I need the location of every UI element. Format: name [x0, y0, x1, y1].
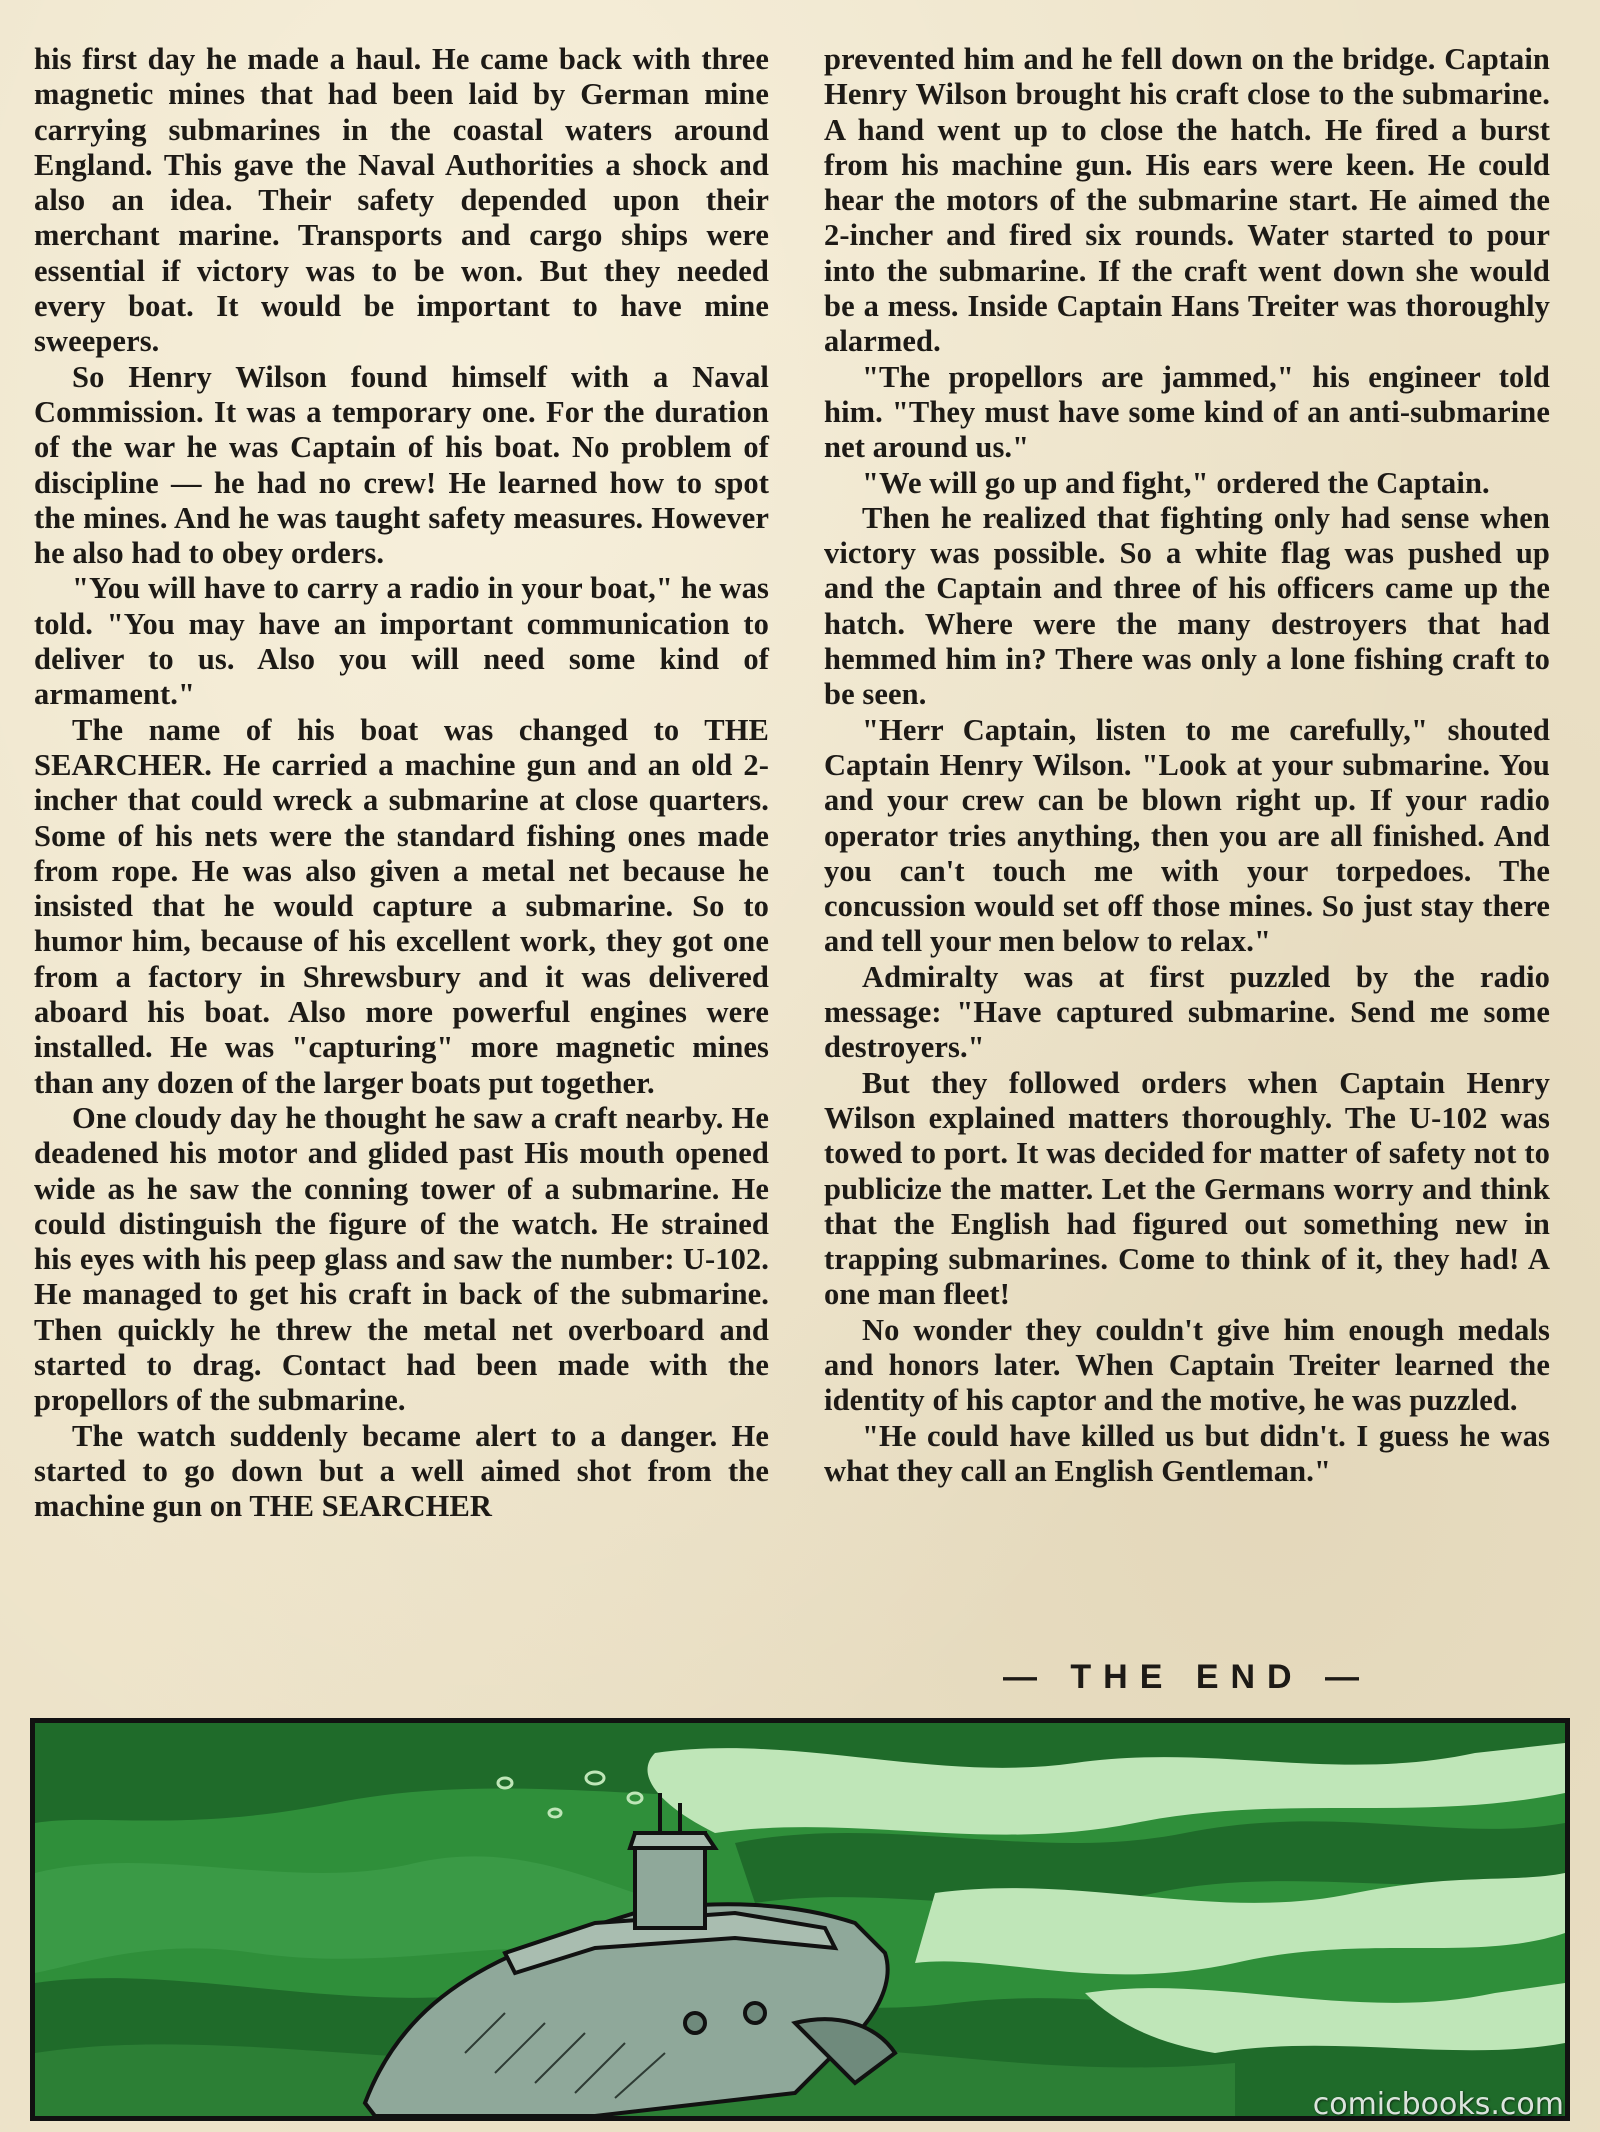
watermark: comicbooks.com [1312, 2087, 1564, 2122]
paragraph: "You will have to carry a radio in your boat," he was told. "You may have an important communication to deliver to us. Also you will need some kind of armament." [34, 571, 769, 712]
porthole [745, 2003, 765, 2023]
paragraph: But they followed orders when Captain Henry Wilson explained matters thoroughly. The U-102 was towed to port. It was decided for matter of safety not to publicize the matter. Let the Germans worry and think that the English had figured out something new in trapping submarines. Come to think of it, they had! A one man fleet! [824, 1065, 1550, 1312]
paragraph: The name of his boat was changed to THE SEARCHER. He carried a machine gun and an old 2-incher that could wreck a submarine at close quarters. Some of his nets were the standard fishing ones made from rope. He was also given a metal net because he insisted that he would capture a submarine. So to humor him, because of his excellent work, they got one from a factory in Shrewsbury and it was delivered aboard his boat. Also more powerful engines were installed. He was "capturing" more magnetic mines than any dozen of the larger boats put together. [34, 712, 769, 1100]
paragraph: One cloudy day he thought he saw a craft nearby. He deadened his motor and glided past His mouth opened wide as he saw the conning tower of a submarine. He could distinguish the figure of the watch. He strained his eyes with his peep glass and saw the number: U-102. He managed to get his craft in back of the submarine. Then quickly he threw the metal net overboard and started to drag. Contact had been made with the propellors of the submarine. [34, 1100, 769, 1418]
paragraph: Admiralty was at first puzzled by the radio message: "Have captured submarine. Send me some destroyers." [824, 959, 1550, 1065]
submarine-illustration [35, 1723, 1565, 2116]
paragraph: "We will go up and fight," ordered the Captain. [862, 465, 1490, 500]
the-end-marker: — THE END — [1002, 1658, 1372, 1696]
left-text-column [34, 42, 769, 1524]
paragraph: his first day he made a haul. He came back with three magnetic mines that had been laid by German mine carrying submarines in the coastal waters around England. This gave the Naval Authorities a shock and also an idea. Their safety depended upon their merchant marine. Transports and cargo ships were essential if victory was to be won. But they needed every boat. It would be important to have mine sweepers. [34, 42, 769, 359]
porthole [685, 2013, 705, 2033]
paragraph: prevented him and he fell down on the bridge. Captain Henry Wilson brought his craft close to the submarine. A hand went up to close the hatch. He fired a burst from his machine gun. His ears were keen. He could hear the motors of the submarine start. He aimed the 2-incher and fired six rounds. Water started to pour into the submarine. If the craft went down she would be a mess. Inside Captain Hans Treiter was thoroughly alarmed. [824, 42, 1550, 359]
right-text-column [824, 42, 1550, 1489]
paragraph: No wonder they couldn't give him enough medals and honors later. When Captain Treiter learned the identity of his captor and the motive, he was puzzled. [824, 1312, 1550, 1418]
paragraph: Then he realized that fighting only had sense when victory was possible. So a white flag was pushed up and the Captain and three of his officers came up the hatch. Where were the many destroyers that had hemmed him in? There was only a lone fishing craft to be seen. [824, 500, 1550, 712]
paragraph: "The propellors are jammed," his engineer told him. "They must have some kind of an anti-submarine net around us." [824, 359, 1550, 465]
paragraph: So Henry Wilson found himself with a Naval Commission. It was a temporary one. For the duration of the war he was Captain of his boat. No problem of discipline — he had no crew! He learned how to spot the mines. And he was taught safety measures. However he also had to obey orders. [34, 359, 769, 571]
conning-tower-top [630, 1833, 715, 1848]
paragraph: "Herr Captain, listen to me carefully," shouted Captain Henry Wilson. "Look at your submarine. You and your crew can be blown right up. If your radio operator tries anything, then you are all finished. And you can't touch me with your torpedoes. The concussion would set off those mines. So just stay there and tell your men below to relax." [824, 712, 1550, 959]
paragraph: "He could have killed us but didn't. I guess he was what they call an English Gentleman." [824, 1418, 1550, 1488]
submarine-illustration-panel [30, 1718, 1570, 2121]
paragraph: The watch suddenly became alert to a danger. He started to go down but a well aimed shot from the machine gun on THE SEARCHER [34, 1418, 769, 1524]
